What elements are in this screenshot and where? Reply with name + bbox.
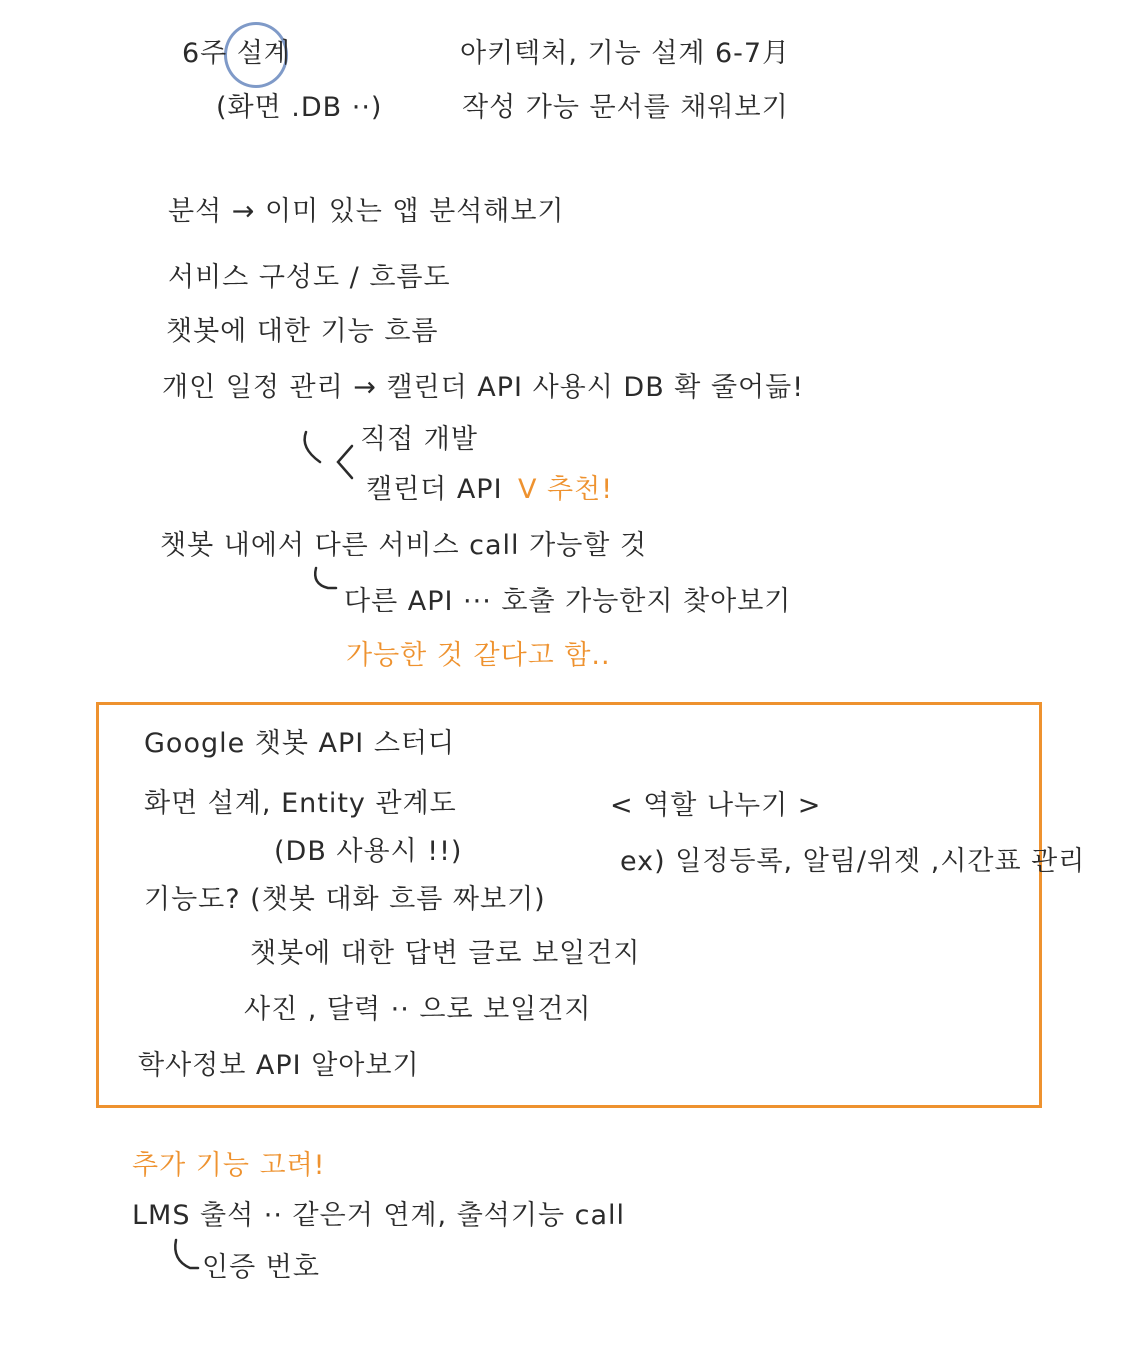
week-design-note: 6주 설계 <box>182 38 292 69</box>
extra-lms: LMS 출석 ·· 같은거 연계, 출석기능 call <box>132 1200 626 1231</box>
analysis-line-1: 분석 → 이미 있는 앱 분석해보기 <box>168 196 565 227</box>
branch-mark <box>338 446 352 478</box>
box-feature: 기능도? (챗봇 대화 흐름 짜보기) <box>144 884 546 915</box>
option-direct-dev: 직접 개발 <box>360 424 478 455</box>
hook-arrow-1 <box>315 568 336 588</box>
box-db-use: (DB 사용시 !!) <box>274 836 463 867</box>
analysis-line-3: 챗봇에 대한 기능 흐름 <box>166 316 439 347</box>
arch-design-note: 아키텍처, 기능 설계 6-7月 <box>460 38 791 69</box>
box-screen-design: 화면 설계, Entity 관계도 <box>144 788 457 819</box>
box-academic: 학사정보 API 알아보기 <box>138 1050 420 1081</box>
box-roles-example: ex) 일정등록, 알림/위젯 ,시간표 관리 <box>620 846 1086 877</box>
hook-arrow-2 <box>175 1240 198 1268</box>
box-roles-title: < 역할 나누기 > <box>610 790 822 821</box>
extra-auth: 인증 번호 <box>202 1252 320 1283</box>
extra-title: 추가 기능 고려! <box>132 1150 326 1181</box>
bracket-mark <box>305 432 320 462</box>
analysis-line-6: 다른 API ··· 호출 가능한지 찾아보기 <box>344 586 792 617</box>
box-study: Google 챗봇 API 스터디 <box>144 728 456 759</box>
screen-db-note: (화면 .DB ··) <box>216 92 383 123</box>
write-docs-note: 작성 가능 문서를 채워보기 <box>462 92 789 123</box>
possible-note: 가능한 것 같다고 함.. <box>346 640 611 671</box>
box-answer-text: 챗봇에 대한 답변 글로 보일건지 <box>250 938 641 969</box>
recommend-mark: V 추천! <box>518 474 614 505</box>
analysis-line-2: 서비스 구성도 / 흐름도 <box>168 262 451 293</box>
analysis-line-4: 개인 일정 관리 → 캘린더 API 사용시 DB 확 줄어듦! <box>162 372 805 403</box>
option-calendar-api: 캘린더 API <box>366 474 503 505</box>
box-answer-photo: 사진 , 달력 ·· 으로 보일건지 <box>244 994 592 1025</box>
analysis-line-5: 챗봇 내에서 다른 서비스 call 가능할 것 <box>160 530 648 561</box>
